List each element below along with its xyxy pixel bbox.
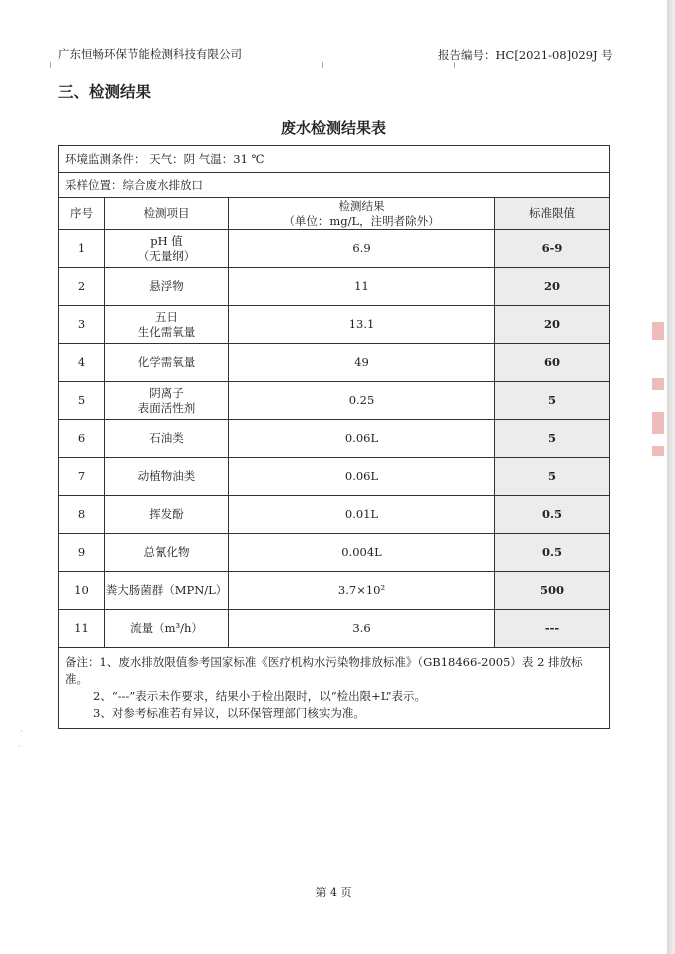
test-item-line1: pH 值 bbox=[150, 233, 183, 248]
standard-limit: 5 bbox=[495, 382, 610, 420]
row-number: 9 bbox=[59, 534, 105, 572]
sampling-location: 采样位置：综合废水排放口 bbox=[59, 173, 610, 198]
test-item-line1: 悬浮物 bbox=[149, 279, 184, 293]
test-item bbox=[105, 344, 229, 382]
test-item-line1: 流量（m³/h） bbox=[130, 621, 203, 635]
environment-conditions: 环境监测条件： 天气：阴 气温：31 ℃ bbox=[59, 146, 610, 173]
header-row bbox=[59, 198, 610, 230]
stamp-fragment bbox=[652, 446, 664, 456]
page-edge bbox=[667, 0, 675, 954]
test-item-line1: 阴离子 bbox=[149, 385, 184, 400]
result-header-line1: 检测结果 bbox=[338, 198, 385, 213]
test-item-line1: 总氰化物 bbox=[143, 545, 190, 559]
conditions-row bbox=[59, 146, 610, 173]
table-row bbox=[59, 420, 610, 458]
test-item-line2: 表面活性剂 bbox=[137, 400, 196, 415]
row-number: 11 bbox=[59, 610, 105, 648]
test-item-line2: （无量纲） bbox=[137, 248, 196, 263]
test-item bbox=[105, 610, 229, 648]
col-header-item: 检测项目 bbox=[105, 198, 229, 230]
test-result: 0.25 bbox=[229, 382, 495, 420]
test-result: 0.06L bbox=[229, 420, 495, 458]
test-result: 13.1 bbox=[229, 306, 495, 344]
test-item bbox=[105, 572, 229, 610]
test-item bbox=[105, 496, 229, 534]
row-number: 8 bbox=[59, 496, 105, 534]
test-item bbox=[105, 382, 229, 420]
table-row bbox=[59, 458, 610, 496]
test-item-line1: 动植物油类 bbox=[137, 469, 196, 483]
note-3: 3、对参考标准若有异议，以环保管理部门核实为准。 bbox=[93, 706, 365, 720]
test-item-line1: 粪大肠菌群（MPN/L） bbox=[105, 583, 228, 597]
table-row bbox=[59, 534, 610, 572]
row-number: 5 bbox=[59, 382, 105, 420]
row-number: 7 bbox=[59, 458, 105, 496]
test-item-line1: 化学需氧量 bbox=[137, 355, 196, 369]
standard-limit: 5 bbox=[495, 458, 610, 496]
stamp-fragment bbox=[652, 322, 664, 340]
header-tick bbox=[454, 62, 455, 68]
test-result: 11 bbox=[229, 268, 495, 306]
table-row bbox=[59, 572, 610, 610]
test-result: 6.9 bbox=[229, 230, 495, 268]
section-title: 三、检测结果 bbox=[58, 83, 152, 101]
test-result: 0.06L bbox=[229, 458, 495, 496]
col-header-no: 序号 bbox=[59, 198, 105, 230]
table-row bbox=[59, 382, 610, 420]
stamp-fragment bbox=[652, 378, 664, 390]
col-header-limit: 标准限值 bbox=[495, 198, 610, 230]
note-1: 备注：1、废水排放限值参考国家标准《医疗机构水污染物排放标准》（GB18466-2005）表 2 排放标准。 bbox=[65, 655, 583, 686]
test-item bbox=[105, 534, 229, 572]
report-number: 报告编号：HC[2021-08]029J 号 bbox=[438, 48, 613, 62]
results-table bbox=[58, 145, 610, 729]
table-row bbox=[59, 496, 610, 534]
standard-limit: 20 bbox=[495, 306, 610, 344]
speck: · bbox=[18, 742, 21, 752]
test-result: 0.01L bbox=[229, 496, 495, 534]
sampling-row bbox=[59, 173, 610, 198]
row-number: 6 bbox=[59, 420, 105, 458]
test-item bbox=[105, 306, 229, 344]
row-number: 1 bbox=[59, 230, 105, 268]
test-item-line2: 生化需氧量 bbox=[137, 324, 196, 339]
speck: · bbox=[20, 727, 23, 737]
header-tick bbox=[322, 62, 323, 68]
test-result: 49 bbox=[229, 344, 495, 382]
result-header-line2: （单位：mg/L，注明者除外） bbox=[283, 213, 440, 228]
test-result: 0.004L bbox=[229, 534, 495, 572]
table-row bbox=[59, 230, 610, 268]
standard-limit: 0.5 bbox=[495, 496, 610, 534]
standard-limit: 20 bbox=[495, 268, 610, 306]
standard-limit: 5 bbox=[495, 420, 610, 458]
page-number: 第 4 页 bbox=[315, 886, 352, 899]
standard-limit: 500 bbox=[495, 572, 610, 610]
row-number: 3 bbox=[59, 306, 105, 344]
header-tick bbox=[50, 62, 51, 68]
notes-cell bbox=[59, 648, 610, 729]
standard-limit: 6-9 bbox=[495, 230, 610, 268]
test-item-line1: 挥发酚 bbox=[149, 507, 184, 521]
table-row bbox=[59, 268, 610, 306]
test-result: 3.7×10² bbox=[229, 572, 495, 610]
test-item bbox=[105, 268, 229, 306]
test-item-line1: 石油类 bbox=[149, 431, 184, 445]
test-item bbox=[105, 458, 229, 496]
stamp-fragment bbox=[652, 412, 664, 434]
standard-limit: --- bbox=[495, 610, 610, 648]
table-row bbox=[59, 610, 610, 648]
notes-row bbox=[59, 648, 610, 729]
row-number: 10 bbox=[59, 572, 105, 610]
row-number: 2 bbox=[59, 268, 105, 306]
row-number: 4 bbox=[59, 344, 105, 382]
standard-limit: 0.5 bbox=[495, 534, 610, 572]
col-header-result bbox=[229, 198, 495, 230]
note-2: 2、“---”表示未作要求，结果小于检出限时，以“检出限+L”表示。 bbox=[93, 689, 427, 703]
company-name: 广东恒畅环保节能检测科技有限公司 bbox=[58, 47, 242, 61]
test-item-line1: 五日 bbox=[155, 309, 178, 324]
table-row bbox=[59, 306, 610, 344]
test-item bbox=[105, 420, 229, 458]
test-item bbox=[105, 230, 229, 268]
test-result: 3.6 bbox=[229, 610, 495, 648]
standard-limit: 60 bbox=[495, 344, 610, 382]
table-row bbox=[59, 344, 610, 382]
table-title: 废水检测结果表 bbox=[280, 119, 386, 137]
